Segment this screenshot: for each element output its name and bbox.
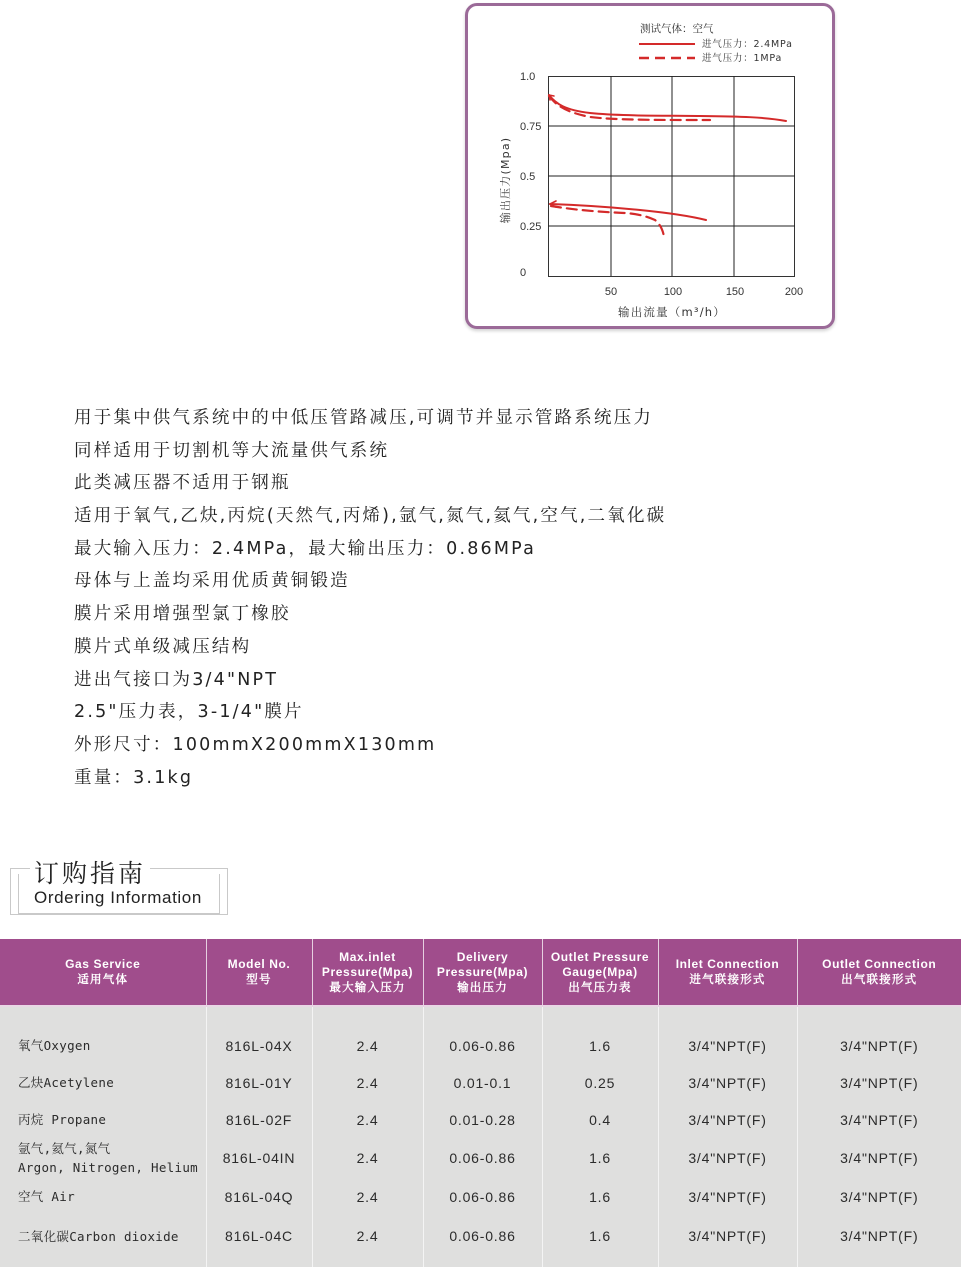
table-row: [0, 1138, 961, 1178]
cell-outlet: 3/4"NPT(F): [797, 1006, 961, 1064]
cell-max-inlet: 2.4: [312, 1138, 423, 1178]
x-tick: 150: [725, 286, 745, 298]
table-header-row: [0, 939, 961, 1006]
cell-model: 816L-02F: [206, 1101, 312, 1138]
cell-delivery: 0.06-0.86: [423, 1178, 542, 1215]
ordering-title-en: Ordering Information: [34, 888, 202, 907]
x-axis-title: 输出流量（m³/h）: [618, 305, 726, 319]
cell-inlet: 3/4"NPT(F): [658, 1138, 797, 1178]
col-header-outlet-gauge: Outlet Pressure Gauge(Mpa) 出气压力表: [542, 939, 658, 1006]
y-tick: 0.75: [520, 121, 542, 133]
legend-title: 测试气体：空气: [640, 23, 714, 35]
cell-delivery: 0.06-0.86: [423, 1006, 542, 1064]
cell-gauge: 0.25: [542, 1064, 658, 1101]
cell-outlet: 3/4"NPT(F): [797, 1178, 961, 1215]
cell-max-inlet: 2.4: [312, 1101, 423, 1138]
cell-inlet: 3/4"NPT(F): [658, 1178, 797, 1215]
cell-gauge: 1.6: [542, 1215, 658, 1267]
cell-gas: 氧气Oxygen: [0, 1006, 206, 1064]
table-row: [0, 1064, 961, 1101]
cell-gas: 氩气,氦气,氮气 Argon, Nitrogen, Helium: [0, 1138, 206, 1178]
cell-model: 816L-01Y: [206, 1064, 312, 1101]
cell-gas: 丙烷 Propane: [0, 1101, 206, 1138]
cell-outlet: 3/4"NPT(F): [797, 1138, 961, 1178]
feature-list: [74, 402, 666, 794]
feature-item: 用于集中供气系统中的中低压管路减压,可调节并显示管路系统压力: [74, 408, 654, 428]
cell-inlet: 3/4"NPT(F): [658, 1101, 797, 1138]
table-row: [0, 1101, 961, 1138]
y-tick: 0.25: [520, 221, 542, 233]
feature-item: 重量：3.1kg: [74, 767, 194, 788]
ordering-table: [0, 939, 961, 1267]
cell-inlet: 3/4"NPT(F): [658, 1006, 797, 1064]
col-header-gas-service: Gas Service 适用气体: [0, 939, 206, 1006]
cell-gauge: 0.4: [542, 1101, 658, 1138]
feature-item: 进出气接口为3/4"NPT: [74, 669, 279, 690]
x-tick: 200: [784, 286, 804, 298]
curve-lower-2.4mpa: [550, 204, 706, 220]
plot-grid: [548, 76, 795, 277]
y-tick: 1.0: [520, 71, 536, 83]
feature-item: 最大输入压力：2.4MPa，最大输出压力：0.86MPa: [74, 538, 537, 559]
ordering-title-zh: 订购指南: [30, 854, 150, 890]
feature-item: 膜片采用增强型氯丁橡胶: [74, 604, 291, 625]
feature-item: 同样适用于切割机等大流量供气系统: [74, 440, 390, 461]
cell-max-inlet: 2.4: [312, 1006, 423, 1064]
cell-model: 816L-04IN: [206, 1138, 312, 1178]
cell-gauge: 1.6: [542, 1138, 658, 1178]
cell-gas: 乙炔Acetylene: [0, 1064, 206, 1101]
cell-max-inlet: 2.4: [312, 1064, 423, 1101]
cell-inlet: 3/4"NPT(F): [658, 1215, 797, 1267]
feature-item: 膜片式单级减压结构: [74, 636, 252, 657]
feature-item: 2.5"压力表，3-1/4"膜片: [74, 702, 304, 723]
col-header-inlet-connection: Inlet Connection 进气联接形式: [658, 939, 797, 1006]
curve-upper-2.4mpa: [549, 95, 786, 121]
cell-model: 816L-04C: [206, 1215, 312, 1267]
col-header-model-no: Model No. 型号: [206, 939, 312, 1006]
y-axis-title: 输出压力(Mpa): [499, 136, 512, 224]
cell-max-inlet: 2.4: [312, 1178, 423, 1215]
feature-item: 外形尺寸：100mmX200mmX130mm: [74, 734, 437, 755]
table-row: [0, 1178, 961, 1215]
col-header-outlet-connection: Outlet Connection 出气联接形式: [797, 939, 961, 1006]
cell-model: 816L-04X: [206, 1006, 312, 1064]
feature-item: 母体与上盖均采用优质黄铜锻造: [74, 571, 350, 592]
cell-max-inlet: 2.4: [312, 1215, 423, 1267]
legend-label-1mpa: 进气压力：1MPa: [702, 53, 783, 64]
cell-model: 816L-04Q: [206, 1178, 312, 1215]
col-header-max-inlet: Max.inlet Pressure(Mpa) 最大输入压力: [312, 939, 423, 1006]
feature-item: 此类减压器不适用于钢瓶: [74, 473, 291, 494]
x-tick: 50: [604, 286, 618, 298]
flow-pressure-chart: [0, 0, 961, 340]
cell-outlet: 3/4"NPT(F): [797, 1101, 961, 1138]
table-row: [0, 1006, 961, 1064]
chart-curves: [549, 95, 786, 237]
table-row: [0, 1215, 961, 1267]
cell-outlet: 3/4"NPT(F): [797, 1215, 961, 1267]
cell-delivery: 0.06-0.86: [423, 1138, 542, 1178]
x-tick: 100: [663, 286, 683, 298]
y-tick: 0: [520, 267, 527, 279]
cell-inlet: 3/4"NPT(F): [658, 1064, 797, 1101]
cell-delivery: 0.01-0.1: [423, 1064, 542, 1101]
cell-gauge: 1.6: [542, 1006, 658, 1064]
cell-delivery: 0.06-0.86: [423, 1215, 542, 1267]
col-header-delivery: Delivery Pressure(Mpa) 输出压力: [423, 939, 542, 1006]
cell-outlet: 3/4"NPT(F): [797, 1064, 961, 1101]
cell-delivery: 0.01-0.28: [423, 1101, 542, 1138]
cell-gas: 空气 Air: [0, 1178, 206, 1215]
legend-label-2.4mpa: 进气压力：2.4MPa: [702, 39, 793, 50]
y-tick: 0.5: [520, 171, 536, 183]
cell-gas: 二氧化碳Carbon dioxide: [0, 1215, 206, 1267]
feature-item: 适用于氧气,乙炔,丙烷(天然气,丙烯),氩气,氮气,氦气,空气,二氧化碳: [74, 506, 667, 527]
cell-gauge: 1.6: [542, 1178, 658, 1215]
